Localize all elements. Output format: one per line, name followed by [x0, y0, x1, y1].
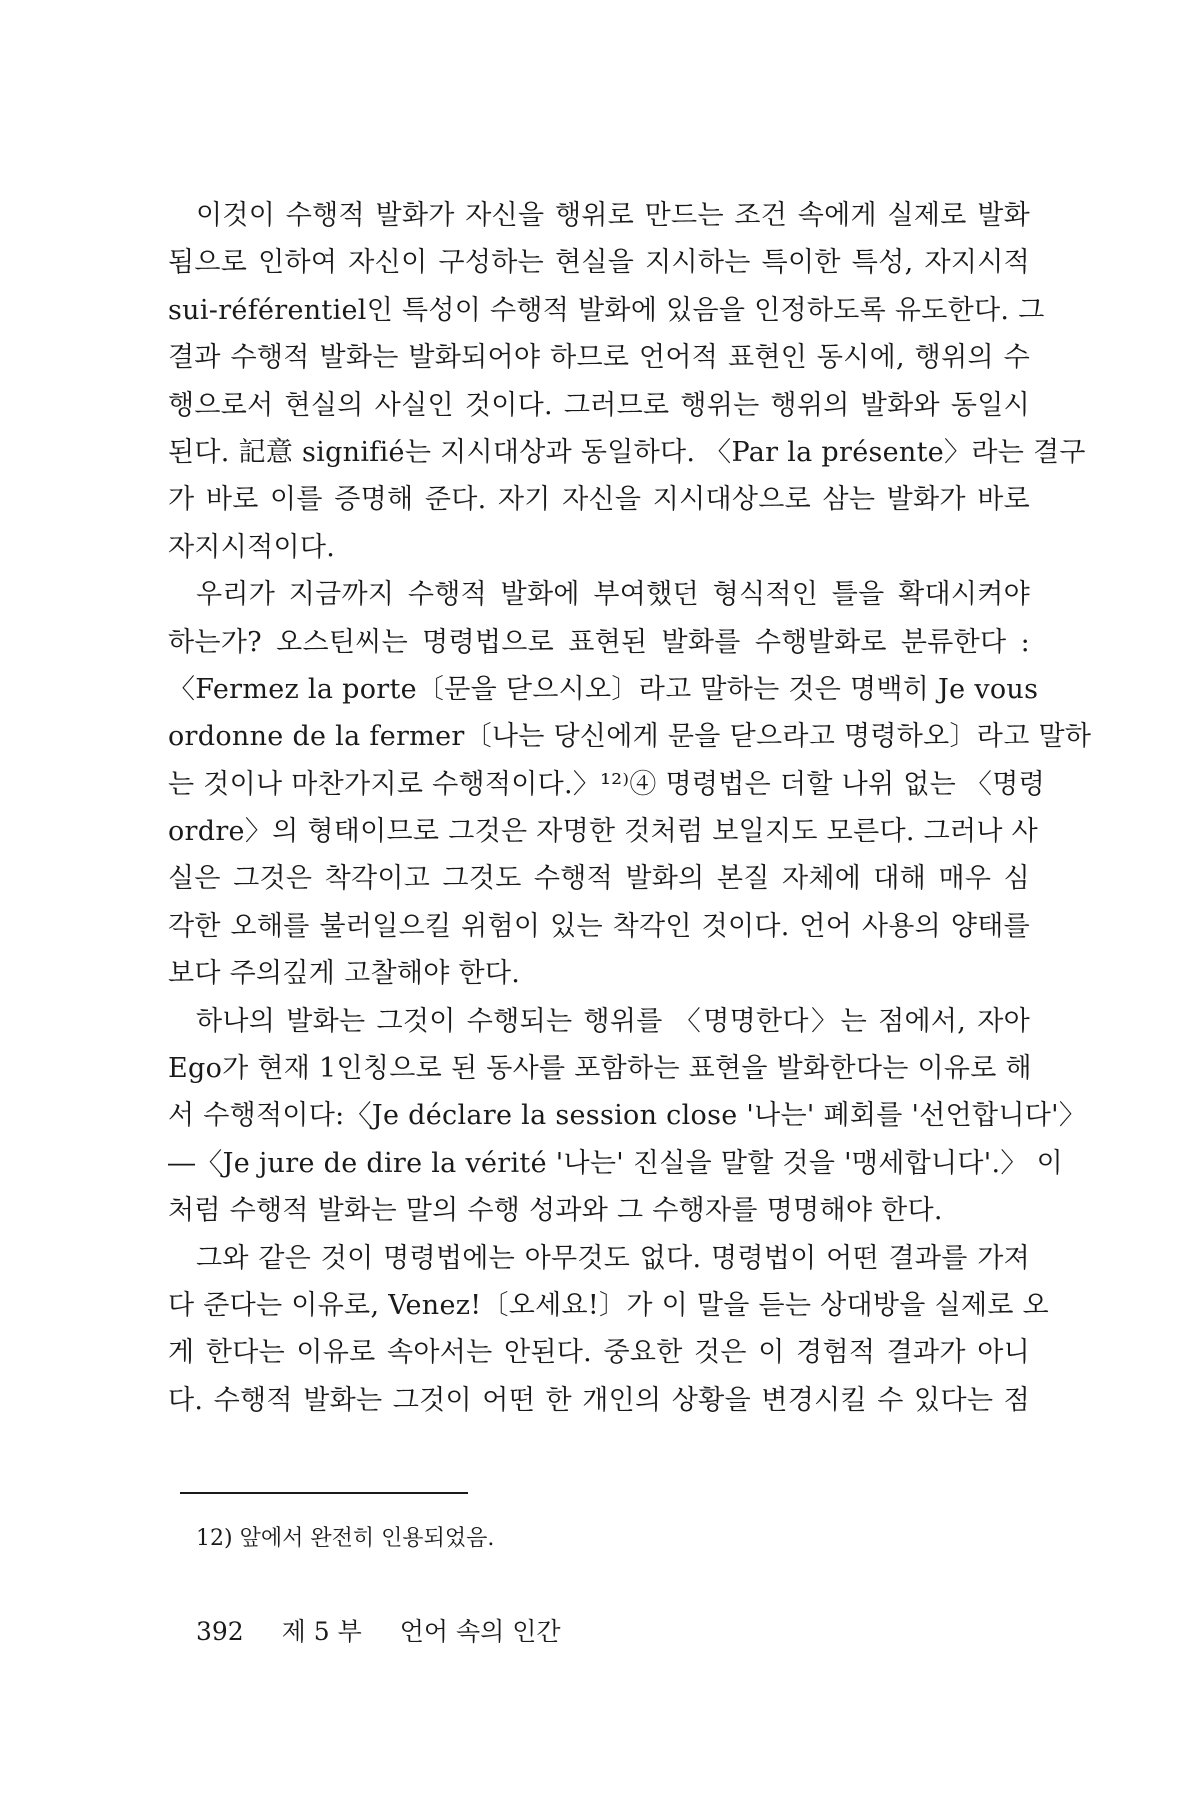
part-title: 언어 속의 인간 [399, 1617, 561, 1646]
text-line: 게 한다는 이유로 속아서는 안된다. 중요한 것은 이 경험적 결과가 아니 [168, 1337, 1030, 1369]
footnote-divider [180, 1492, 468, 1494]
text-line: 서 수행적이다:〈Je déclare la session close '나는' 폐회를 '선언합니다'〉 [168, 1100, 1087, 1132]
text-line: 하는가? 오스틴씨는 명령법으로 표현된 발화를 수행발화로 분류한다 : [168, 626, 1030, 658]
body-text [168, 192, 1092, 1424]
text-line: 된다. 記意 signifié는 지시대상과 동일하다. 〈Par la présente〉라는 결구 [168, 436, 1086, 468]
part-label: 제 5 부 [281, 1617, 362, 1646]
text-line: 다. 수행적 발화는 그것이 어떤 한 개인의 상황을 변경시킬 수 있다는 점 [168, 1384, 1030, 1416]
text-line: 다 준다는 이유로, Venez!〔오세요!〕가 이 말을 듣는 상대방을 실제로 오 [168, 1289, 1049, 1321]
page-footer [196, 1615, 591, 1649]
text-line: 됨으로 인하여 자신이 구성하는 현실을 지시하는 특이한 특성, 자지시적 [168, 247, 1030, 279]
text-line: 자지시적이다. [168, 531, 336, 563]
text-line: 처럼 수행적 발화는 말의 수행 성과와 그 수행자를 명명해야 한다. [168, 1195, 943, 1227]
text-line: 〈Fermez la porte〔문을 닫으시오〕라고 말하는 것은 명백히 Je vous [168, 673, 1039, 705]
text-line: ―〈Je jure de dire la vérité '나는' 진실을 말할 것을 '맹세합니다'.〉 이 [168, 1147, 1063, 1179]
text-line: 결과 수행적 발화는 발화되어야 하므로 언어적 표현인 동시에, 행위의 수 [168, 342, 1030, 374]
text-line: 각한 오해를 불러일으킬 위험이 있는 착각인 것이다. 언어 사용의 양태를 [168, 910, 1030, 942]
text-line: 는 것이나 마찬가지로 수행적이다.〉¹²⁾④ 명령법은 더할 나위 없는 〈명령 [168, 768, 1045, 800]
footnote: 12) 앞에서 완전히 인용되었음. [196, 1526, 495, 1551]
text-line: 우리가 지금까지 수행적 발화에 부여했던 형식적인 틀을 확대시켜야 [196, 579, 1030, 611]
text-line: 보다 주의깊게 고찰해야 한다. [168, 958, 521, 990]
text-line: ordre〉의 형태이므로 그것은 자명한 것처럼 보일지도 모른다. 그러나 사 [168, 816, 1039, 848]
text-line: 실은 그것은 착각이고 그것도 수행적 발화의 본질 자체에 대해 매우 심 [168, 863, 1030, 895]
text-line: Ego가 현재 1인칭으로 된 동사를 포함하는 표현을 발화한다는 이유로 해 [168, 1053, 1032, 1085]
text-line: 가 바로 이를 증명해 준다. 자기 자신을 지시대상으로 삼는 발화가 바로 [168, 484, 1030, 516]
text-line: ordonne de la fermer〔나는 당신에게 문을 닫으라고 명령하오〕라고 말하 [168, 721, 1092, 753]
page-number: 392 [196, 1617, 244, 1646]
text-line: 이것이 수행적 발화가 자신을 행위로 만드는 조건 속에게 실제로 발화 [196, 200, 1030, 231]
text-line: 하나의 발화는 그것이 수행되는 행위를 〈명명한다〉는 점에서, 자아 [196, 1005, 1030, 1037]
text-line: 그와 같은 것이 명령법에는 아무것도 없다. 명령법이 어떤 결과를 가져 [196, 1242, 1030, 1274]
text-line: 행으로서 현실의 사실인 것이다. 그러므로 행위는 행위의 발화와 동일시 [168, 389, 1030, 421]
text-line: sui-référentiel인 특성이 수행적 발화에 있음을 인정하도록 유도한다. 그 [168, 294, 1045, 326]
